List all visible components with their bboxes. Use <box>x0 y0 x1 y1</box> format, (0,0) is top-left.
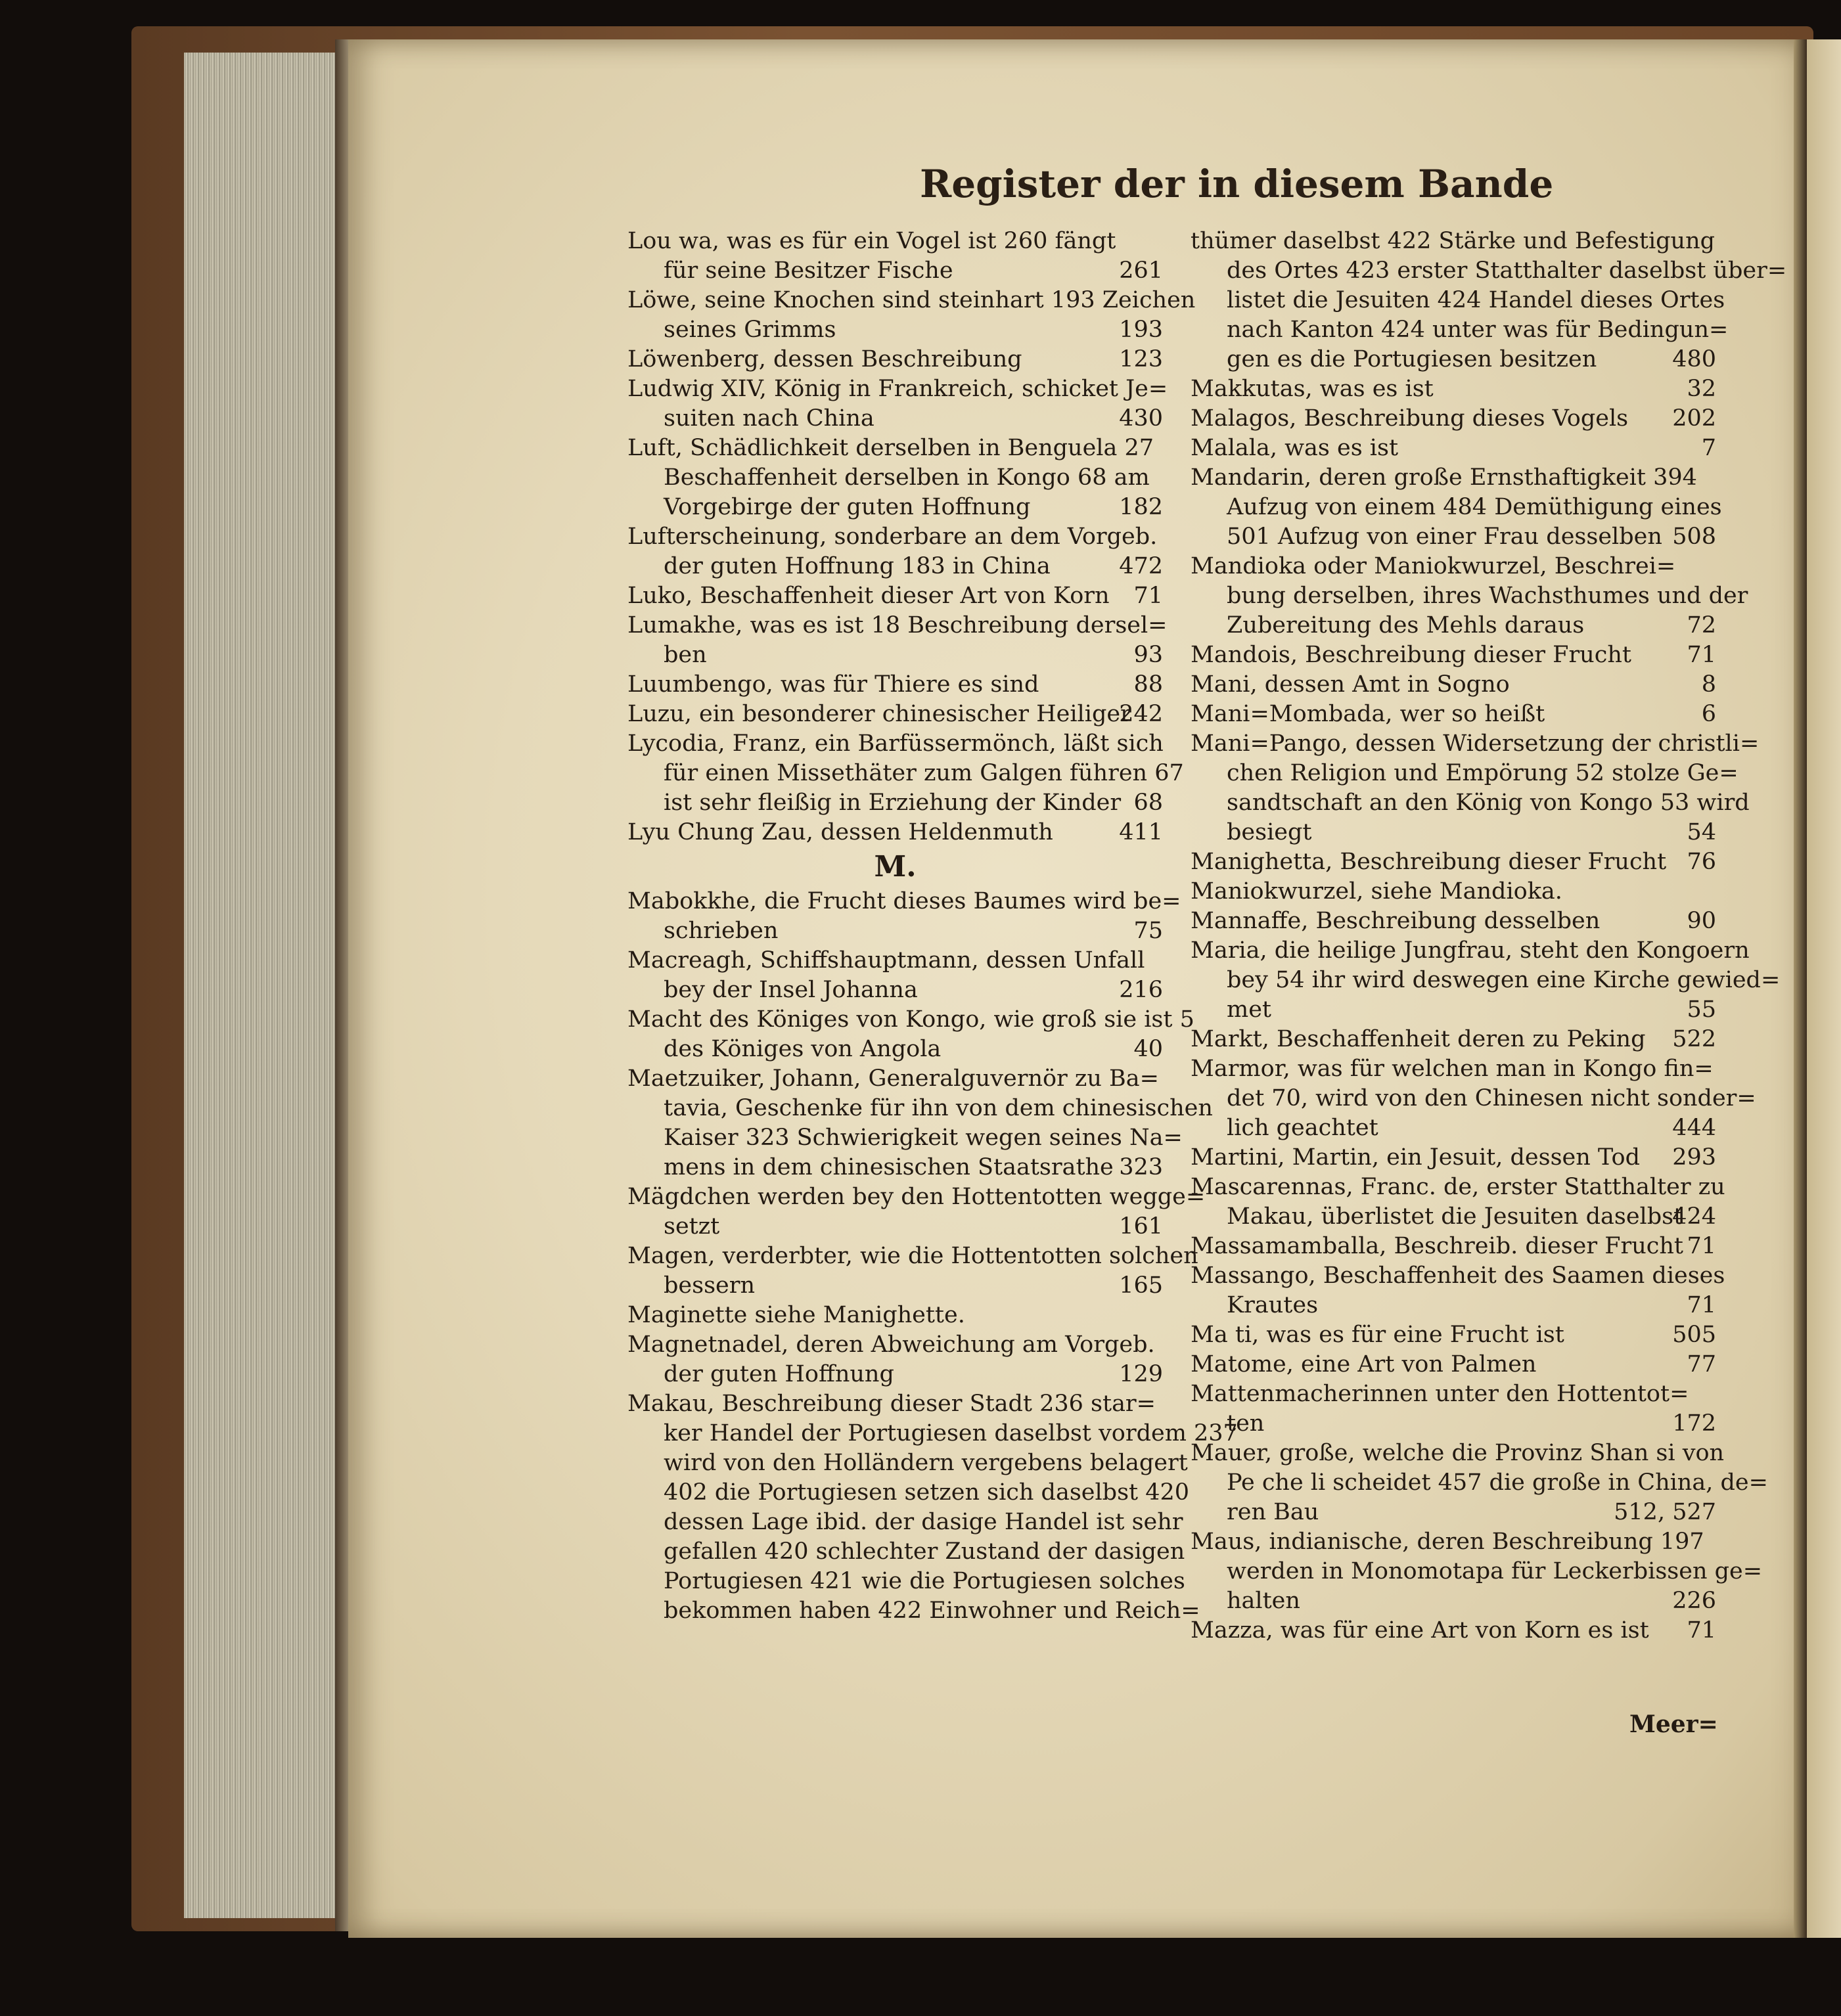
entry-line <box>1191 581 1748 611</box>
entry-text: wird von den Holländern vergebens belagert <box>664 1450 1188 1476</box>
entry-line <box>627 1567 1185 1596</box>
entry-text: dessen Lage ibid. der dasige Handel ist sehr <box>664 1509 1183 1535</box>
entry-line <box>627 1419 1238 1448</box>
index-entry <box>627 729 1184 818</box>
index-entry <box>1191 1143 1716 1173</box>
page-reference: 71 <box>1687 642 1716 668</box>
entry-text: Malala, was es ist <box>1191 435 1399 461</box>
entry-line <box>627 700 1163 729</box>
entry-line <box>1191 1616 1716 1646</box>
index-entry <box>627 581 1163 611</box>
entry-line <box>1191 936 1750 966</box>
entry-text: besiegt <box>1227 819 1312 845</box>
entry-text: lich geachtet <box>1227 1115 1378 1141</box>
entry-text: Maria, die heilige Jungfrau, steht den Kongoern <box>1191 937 1750 964</box>
page-reference: 123 <box>1119 346 1163 372</box>
entry-line <box>1191 404 1716 434</box>
page-reference: 444 <box>1672 1115 1716 1141</box>
entry-text: werden in Monomotapa für Leckerbissen ge= <box>1227 1558 1763 1584</box>
index-entry <box>1191 434 1716 463</box>
entry-line <box>1191 700 1716 729</box>
entry-text: Aufzug von einem 484 Demüthigung eines <box>1227 494 1722 520</box>
page-reference: 430 <box>1119 405 1163 432</box>
entry-text: der guten Hoffnung <box>664 1361 894 1387</box>
entry-text: ker Handel der Portugiesen daselbst vordem 237 <box>664 1420 1238 1446</box>
entry-text: Matome, eine Art von Palmen <box>1191 1351 1537 1378</box>
entry-text: tavia, Geschenke für ihn von dem chinesischen <box>664 1095 1213 1121</box>
entry-text: thümer daselbst 422 Stärke und Befestigung <box>1191 228 1716 254</box>
index-entry <box>627 887 1181 946</box>
index-entry <box>627 1005 1194 1064</box>
entry-line <box>1191 1261 1725 1291</box>
entry-text: 402 die Portugiesen setzen sich daselbst 420 <box>664 1479 1190 1506</box>
entry-line <box>627 493 1163 522</box>
index-entry <box>1191 700 1716 729</box>
index-entry <box>1191 729 1760 847</box>
page-reference: 522 <box>1672 1026 1716 1052</box>
entry-text: gen es die Portugiesen besitzen <box>1227 346 1597 372</box>
entry-text: bung derselben, ihres Wachsthumes und der <box>1227 583 1748 609</box>
entry-line <box>1191 759 1739 788</box>
entry-line <box>1191 1557 1763 1586</box>
entry-text: Magen, verderbter, wie die Hottentotten solchen <box>627 1243 1198 1269</box>
entry-text: für seine Besitzer Fische <box>664 258 953 284</box>
entry-text: setzt <box>664 1213 720 1240</box>
entry-text: Mauer, große, welche die Provinz Shan si von <box>1191 1440 1725 1466</box>
entry-text: Luzu, ein besonderer chinesischer Heiliger <box>627 701 1131 727</box>
entry-line <box>627 759 1184 788</box>
entry-text: Mandarin, deren große Ernsthaftigkeit 394 <box>1191 464 1697 491</box>
entry-text: Mani, dessen Amt in Sogno <box>1191 671 1510 698</box>
page-reference: 90 <box>1687 908 1716 934</box>
entry-line <box>627 522 1163 552</box>
page-reference: 71 <box>1687 1233 1716 1259</box>
entry-line <box>1191 463 1716 493</box>
page-reference: 7 <box>1701 435 1716 461</box>
entry-text: Luft, Schädlichkeit derselben in Benguela 27 <box>627 435 1154 461</box>
page-reference: 261 <box>1119 258 1163 284</box>
entry-text: suiten nach China <box>664 405 875 432</box>
entry-text: Mandois, Beschreibung dieser Frucht <box>1191 642 1631 668</box>
entry-line <box>627 315 1163 345</box>
entry-line <box>1191 315 1729 345</box>
entry-line <box>1191 1054 1716 1084</box>
entry-text: Maus, indianische, deren Beschreibung 197 <box>1191 1529 1704 1555</box>
page-reference: 75 <box>1133 918 1163 944</box>
entry-text: Martini, Martin, ein Jesuit, dessen Tod <box>1191 1144 1641 1171</box>
page-reference: 54 <box>1687 819 1716 845</box>
page-reference: 411 <box>1119 819 1163 845</box>
entry-line <box>1191 818 1716 847</box>
entry-text: Makkutas, was es ist <box>1191 376 1434 402</box>
entry-text: Maginette siehe Manighette. <box>627 1302 965 1328</box>
entry-text: Lumakhe, was es ist 18 Beschreibung dersel= <box>627 612 1168 638</box>
entry-line <box>1191 345 1716 374</box>
index-entry <box>627 434 1163 522</box>
page-reference: 226 <box>1672 1588 1716 1614</box>
page-reference: 93 <box>1133 642 1163 668</box>
entry-text: Luumbengo, was für Thiere es sind <box>627 671 1039 698</box>
index-entry <box>627 670 1163 700</box>
entry-line <box>1191 1350 1716 1379</box>
page-reference: 76 <box>1687 849 1716 875</box>
entry-line <box>627 463 1163 493</box>
entry-text: schrieben <box>664 918 779 944</box>
entry-line <box>627 1389 1163 1419</box>
entry-line <box>627 1123 1183 1153</box>
index-column-right <box>1191 227 1787 1646</box>
entry-line <box>627 916 1163 946</box>
entry-line <box>627 1035 1163 1064</box>
index-entry <box>627 286 1196 345</box>
entry-text: Marmor, was für welchen man in Kongo fin= <box>1191 1056 1714 1082</box>
entry-line <box>1191 1143 1716 1173</box>
page-reference: 71 <box>1687 1617 1716 1644</box>
entry-line <box>1191 1113 1716 1143</box>
entry-text: 501 Aufzug von einer Frau desselben <box>1227 524 1662 550</box>
entry-text: Luko, Beschaffenheit dieser Art von Korn <box>627 583 1110 609</box>
page-reference: 161 <box>1119 1213 1163 1240</box>
entry-line <box>1191 611 1716 640</box>
entry-text: der guten Hoffnung 183 in China <box>664 553 1051 579</box>
entry-text: Markt, Beschaffenheit deren zu Peking <box>1191 1026 1646 1052</box>
entry-line <box>627 788 1163 818</box>
entry-line <box>627 1508 1183 1537</box>
entry-text: Mazza, was für eine Art von Korn es ist <box>1191 1617 1649 1644</box>
index-entry <box>627 1301 1163 1330</box>
entry-line <box>627 286 1196 315</box>
entry-text: ist sehr fleißig in Erziehung der Kinder <box>664 790 1122 816</box>
entry-text: Lycodia, Franz, ein Barfüssermönch, läßt sich <box>627 730 1164 757</box>
index-entry <box>627 374 1168 434</box>
index-entry <box>1191 1232 1716 1261</box>
index-entry <box>1191 1379 1716 1439</box>
entry-line <box>1191 286 1725 315</box>
entry-line <box>1191 877 1716 907</box>
entry-text: bessern <box>664 1272 756 1299</box>
entry-text: Malagos, Beschreibung dieses Vogels <box>1191 405 1629 432</box>
entry-line <box>1191 640 1716 670</box>
index-entry <box>1191 1320 1716 1350</box>
index-entry <box>627 1064 1213 1182</box>
entry-line <box>627 1448 1188 1478</box>
page-reference: 242 <box>1119 701 1163 727</box>
page-reference: 6 <box>1701 701 1716 727</box>
entry-line <box>1191 1291 1716 1320</box>
page-reference: 32 <box>1687 376 1716 402</box>
entry-text: Mattenmacherinnen unter den Hottentot= <box>1191 1381 1689 1407</box>
entry-line <box>627 552 1163 581</box>
entry-text: Kaiser 323 Schwierigkeit wegen seines Na= <box>664 1125 1183 1151</box>
index-entry <box>1191 552 1748 640</box>
index-entry <box>1191 463 1722 552</box>
page-reference: 202 <box>1672 405 1716 432</box>
entry-text: ren Bau <box>1227 1499 1319 1525</box>
entry-text: Pe che li scheidet 457 die große in China, de= <box>1227 1469 1768 1496</box>
entry-line <box>627 640 1163 670</box>
page-reference: 55 <box>1687 997 1716 1023</box>
entry-text: Lyu Chung Zau, dessen Heldenmuth <box>627 819 1053 845</box>
entry-text: Portugiesen 421 wie die Portugiesen solches <box>664 1568 1185 1594</box>
entry-line <box>627 1478 1190 1508</box>
entry-text: Vorgebirge der guten Hoffnung <box>664 494 1031 520</box>
page-reference: 472 <box>1119 553 1163 579</box>
entry-text: Macreagh, Schiffshauptmann, dessen Unfall <box>627 947 1145 974</box>
entry-text: des Ortes 423 erster Statthalter daselbst über= <box>1227 258 1787 284</box>
page-reference: 193 <box>1119 317 1163 343</box>
index-entry <box>627 1330 1163 1389</box>
entry-text: Massamamballa, Beschreib. dieser Frucht <box>1191 1233 1683 1259</box>
page-reference: 182 <box>1119 494 1163 520</box>
entry-line <box>627 581 1163 611</box>
index-entry <box>1191 1439 1768 1527</box>
entry-text: Mabokkhe, die Frucht dieses Baumes wird be= <box>627 888 1181 914</box>
entry-line <box>627 1537 1185 1567</box>
page-reference: 323 <box>1119 1154 1163 1180</box>
entry-line <box>627 1153 1163 1182</box>
entry-text: met <box>1227 997 1271 1023</box>
entry-line <box>1191 522 1716 552</box>
entry-line <box>627 256 1163 286</box>
entry-text: Massango, Beschaffenheit des Saamen dieses <box>1191 1263 1725 1289</box>
entry-line <box>627 434 1163 463</box>
entry-line <box>627 946 1163 975</box>
entry-line <box>1191 1379 1716 1409</box>
entry-line <box>1191 374 1716 404</box>
entry-line <box>1191 995 1716 1025</box>
index-entry <box>627 522 1163 581</box>
page-reference: 129 <box>1119 1361 1163 1387</box>
page-reference: 71 <box>1133 583 1163 609</box>
page-reference: 172 <box>1672 1410 1716 1437</box>
page-reference: 72 <box>1687 612 1716 638</box>
index-entry <box>627 1182 1206 1242</box>
entry-text: Ludwig XIV, König in Frankreich, schicket Je= <box>627 376 1168 402</box>
index-entry <box>627 1389 1238 1626</box>
page-reference: 480 <box>1672 346 1716 372</box>
entry-line <box>1191 670 1716 700</box>
entry-line <box>627 611 1168 640</box>
index-entry <box>627 345 1163 374</box>
entry-line <box>627 404 1163 434</box>
entry-text: Mannaffe, Beschreibung desselben <box>1191 908 1601 934</box>
entry-line <box>1191 1232 1716 1261</box>
entry-text: für einen Missethäter zum Galgen führen 67 <box>664 760 1184 786</box>
entry-line <box>627 729 1163 759</box>
page-reference: 424 <box>1672 1203 1716 1230</box>
entry-text: bekommen haben 422 Einwohner und Reich= <box>664 1598 1200 1624</box>
index-entry <box>1191 847 1716 877</box>
page-reference: 512, 527 <box>1614 1499 1716 1525</box>
entry-line <box>1191 1439 1725 1468</box>
entry-line <box>627 1242 1198 1271</box>
entry-line <box>1191 729 1760 759</box>
entry-line <box>627 1064 1163 1094</box>
entry-line <box>1191 1202 1716 1232</box>
entry-text: Mascarennas, Franc. de, erster Statthalter zu <box>1191 1174 1725 1200</box>
section-letter: M. <box>874 850 917 884</box>
entry-line <box>1191 788 1750 818</box>
index-entry <box>1191 670 1716 700</box>
entry-line <box>1191 1173 1725 1202</box>
entry-line <box>627 670 1163 700</box>
entry-line <box>627 818 1163 847</box>
entry-text: listet die Jesuiten 424 Handel dieses Ortes <box>1227 287 1725 313</box>
entry-line <box>1191 552 1716 581</box>
entry-text: Löwe, seine Knochen sind steinhart 193 Zeichen <box>627 287 1196 313</box>
entry-line <box>1191 1320 1716 1350</box>
entry-text: sandtschaft an den König von Kongo 53 wird <box>1227 790 1750 816</box>
entry-text: Löwenberg, dessen Beschreibung <box>627 346 1022 372</box>
entry-text: ten <box>1227 1410 1265 1437</box>
entry-text: Krautes <box>1227 1292 1319 1318</box>
entry-text: Makau, überlistet die Jesuiten daselbst <box>1227 1203 1683 1230</box>
index-entry <box>1191 1350 1716 1379</box>
entry-text: Makau, Beschreibung dieser Stadt 236 star= <box>627 1391 1156 1417</box>
entry-text: gefallen 420 schlechter Zustand der dasigen <box>664 1538 1185 1565</box>
entry-text: Lou wa, was es für ein Vogel ist 260 fängt <box>627 228 1116 254</box>
entry-text: Mani=Pango, dessen Widersetzung der christli= <box>1191 730 1760 757</box>
entry-text: Manighetta, Beschreibung dieser Frucht <box>1191 849 1667 875</box>
entry-line <box>627 1212 1163 1242</box>
index-entry <box>1191 404 1716 434</box>
entry-text: Magnetnadel, deren Abweichung am Vorgeb. <box>627 1332 1155 1358</box>
index-entry <box>627 227 1163 286</box>
entry-line <box>627 1596 1200 1626</box>
entry-line <box>627 1330 1163 1360</box>
entry-line <box>1191 1586 1716 1616</box>
entry-line <box>627 1301 1163 1330</box>
entry-text: Lufterscheinung, sonderbare an dem Vorgeb. <box>627 524 1158 550</box>
entry-text: det 70, wird von den Chinesen nicht sonder= <box>1227 1085 1756 1111</box>
entry-line <box>627 1360 1163 1389</box>
entry-line <box>1191 1498 1716 1527</box>
index-entry <box>1191 374 1716 404</box>
entry-line <box>627 227 1163 256</box>
entry-line <box>1191 434 1716 463</box>
page-reference: 216 <box>1119 977 1163 1003</box>
entry-text: mens in dem chinesischen Staatsrathe <box>664 1154 1114 1180</box>
index-entry <box>1191 907 1716 936</box>
page-reference: 505 <box>1672 1322 1716 1348</box>
index-entry <box>1191 1527 1763 1616</box>
entry-text: Macht des Königes von Kongo, wie groß sie ist 5 <box>627 1006 1194 1033</box>
entry-line <box>1191 1084 1756 1113</box>
index-entry <box>1191 1025 1716 1054</box>
index-entry <box>1191 1054 1756 1143</box>
entry-text: Ma ti, was es für eine Frucht ist <box>1191 1322 1564 1348</box>
entry-line <box>627 1005 1194 1035</box>
entry-text: Maetzuiker, Johann, Generalguvernör zu Ba= <box>627 1065 1159 1092</box>
index-entry <box>1191 936 1781 1025</box>
entry-line <box>627 1094 1213 1123</box>
entry-line <box>627 1271 1163 1301</box>
entry-line <box>1191 227 1716 256</box>
page-reference: 88 <box>1133 671 1163 698</box>
page-reference: 8 <box>1701 671 1716 698</box>
entry-line <box>1191 493 1722 522</box>
index-entry <box>1191 1616 1716 1646</box>
index-entry <box>627 818 1163 847</box>
entry-text: Mani=Mombada, wer so heißt <box>1191 701 1545 727</box>
index-column-left <box>627 227 1238 1626</box>
index-entry <box>627 946 1163 1005</box>
index-entry <box>1191 877 1716 907</box>
entry-text: halten <box>1227 1588 1300 1614</box>
index-entry <box>1191 1173 1725 1232</box>
entry-text: des Königes von Angola <box>664 1036 942 1062</box>
page-header: Register der in diesem Bande <box>920 162 1554 206</box>
entry-line <box>627 975 1163 1005</box>
entry-line <box>1191 966 1781 995</box>
entry-text: bey 54 ihr wird deswegen eine Kirche gewied= <box>1227 967 1781 993</box>
index-entry <box>1191 1261 1725 1320</box>
entry-line <box>1191 256 1787 286</box>
entry-line <box>627 374 1168 404</box>
entry-line <box>1191 1409 1716 1439</box>
entry-text: Maniokwurzel, siehe Mandioka. <box>1191 878 1562 905</box>
gutter-shadow <box>1794 39 1807 1938</box>
entry-text: nach Kanton 424 unter was für Bedingun= <box>1227 317 1729 343</box>
entry-text: Mandioka oder Maniokwurzel, Beschrei= <box>1191 553 1676 579</box>
page-edges <box>184 53 350 1918</box>
index-entry <box>1191 227 1787 374</box>
next-page-edge <box>1807 39 1841 1938</box>
entry-line <box>1191 907 1716 936</box>
entry-text: seines Grimms <box>664 317 836 343</box>
page-reference: 77 <box>1687 1351 1716 1378</box>
entry-line <box>1191 847 1716 877</box>
entry-line <box>627 887 1181 916</box>
page-reference: 165 <box>1119 1272 1163 1299</box>
index-entry <box>627 1242 1198 1301</box>
page-reference: 293 <box>1672 1144 1716 1171</box>
entry-line <box>627 1182 1206 1212</box>
page-reference: 508 <box>1672 524 1716 550</box>
entry-text: bey der Insel Johanna <box>664 977 918 1003</box>
page-reference: 71 <box>1687 1292 1716 1318</box>
entry-text: Beschaffenheit derselben in Kongo 68 am <box>664 464 1150 491</box>
page-reference: 68 <box>1133 790 1163 816</box>
entry-text: Zubereitung des Mehls daraus <box>1227 612 1585 638</box>
entry-text: chen Religion und Empörung 52 stolze Ge= <box>1227 760 1739 786</box>
index-entry <box>627 700 1163 729</box>
index-entry <box>627 611 1168 670</box>
entry-line <box>1191 1527 1716 1557</box>
entry-text: ben <box>664 642 707 668</box>
index-entry <box>1191 640 1716 670</box>
entry-line <box>627 345 1163 374</box>
catchword: Meer= <box>1629 1711 1718 1738</box>
entry-line <box>1191 1468 1768 1498</box>
entry-line <box>1191 1025 1716 1054</box>
page-reference: 40 <box>1133 1036 1163 1062</box>
entry-text: Mägdchen werden bey den Hottentotten wegge= <box>627 1184 1206 1210</box>
